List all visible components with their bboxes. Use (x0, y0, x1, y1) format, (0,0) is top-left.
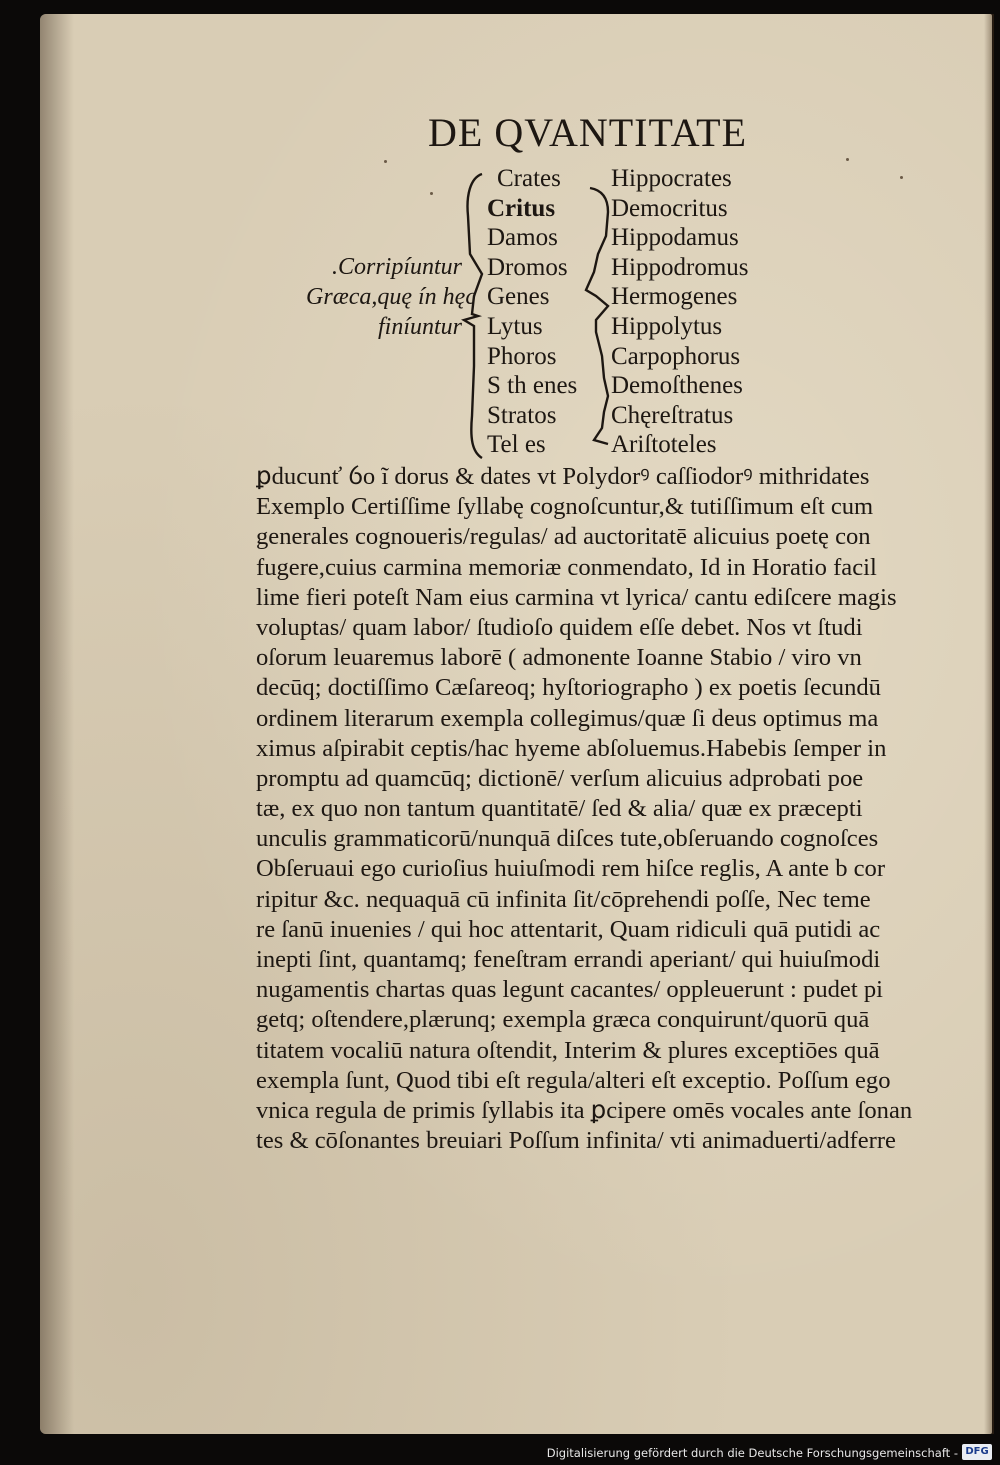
page-heading: DE QVANTITATE (428, 110, 748, 155)
ink-speck (900, 176, 903, 179)
ink-speck (430, 192, 433, 195)
name-item: Hippolytus (611, 312, 723, 340)
text-line: exempla ſunt, Quod tibi eſt regula/alteri eſt exceptio. Poſſum ego (256, 1066, 891, 1094)
name-item: Demoſthenes (611, 372, 743, 400)
side-label-line-1: .Corripíuntur (331, 254, 462, 280)
greek-endings-column (487, 164, 577, 460)
name-item: Chęreſtratus (611, 401, 734, 429)
greek-names-column (611, 164, 749, 460)
text-line: ripitur &c. nequaquā cū infinita ſit/cōprehendi poſſe, Nec teme (256, 885, 871, 913)
ending-item: Dromos (487, 253, 568, 281)
ending-item: Phoros (487, 342, 557, 370)
text-line: fugere,cuius carmina memoriæ conmendato, Id in Horatio facil (256, 553, 877, 581)
text-line: voluptas/ quam labor/ ſtudioſo quidem eſſe debet. Nos vt ſtudi (256, 613, 863, 641)
text-line: titatem vocaliū natura oſtendit, Interim & plures exceptiōes quā (256, 1036, 880, 1064)
side-label-line-3: finíuntur (377, 314, 462, 340)
ink-speck (384, 160, 387, 163)
name-item: Democritus (611, 194, 728, 222)
text-line: oſorum leuaremus laborē ( admonente Ioanne Stabio / viro vn (256, 644, 862, 672)
ending-item: Genes (487, 283, 550, 311)
body-paragraph (256, 462, 964, 1156)
text-line: inepti ſint, quantamq; feneſtram errandi aperiant/ qui huiuſmodi (256, 946, 881, 973)
text-line: tæ, ex quo non tantum quantitatē/ ſed & alia/ quæ ex præcepti (256, 795, 863, 823)
side-label-line-2: Græca,quę ín hęc (306, 284, 476, 310)
text-line: decūq; doctiſſimo Cæſareoq; hyſtoriographo ) ex poetis ſecundū (256, 674, 881, 702)
ending-item: Critus (487, 194, 556, 222)
name-item: Hermogenes (611, 283, 738, 311)
text-line: ordinem literarum exempla collegimus/quæ ſi deus optimus ma (256, 704, 879, 732)
name-item: Carpophorus (611, 342, 741, 370)
name-item: Hippodromus (611, 253, 749, 281)
name-item: Hippodamus (611, 224, 739, 252)
text-line: getq; oſtendere,plærunq; exempla græca conquirunt/quorū quā (256, 1006, 870, 1034)
left-curly-brace (452, 166, 492, 466)
ending-item: Crates (497, 165, 561, 192)
footer-bar (0, 1434, 1000, 1465)
funding-credit: Digitalisierung gefördert durch die Deutsche Forschungsgemeinschaft - (546, 1446, 958, 1460)
page-edge (984, 14, 994, 1434)
text-line: nugamentis chartas quas legunt cacantes/ oppleuerunt : pudet pi (256, 976, 883, 1004)
ending-item: Lytus (487, 312, 543, 340)
text-line: ximus aſpirabit ceptis/hac hyeme abſoluemus.Habebis ſemper in (256, 734, 887, 762)
text-line: vnica regula de primis ſyllabis ita ꝑcipere omēs vocales ante ſonan (256, 1096, 913, 1124)
ending-item: S th enes (487, 372, 578, 400)
text-line: unculis grammaticorū/nunquā diſces tute,obſeruando cognoſces (256, 825, 879, 853)
name-item: Hippocrates (611, 165, 732, 192)
dfg-logo[interactable]: DFG (962, 1444, 992, 1460)
ending-item: Stratos (487, 401, 557, 429)
text-line: ꝑducunť ỽo ĩ dorus & dates vt Polydorꝰ caſſiodorꝰ mithridates (256, 463, 870, 490)
ending-item: Damos (487, 224, 558, 252)
text-line: generales cognoueris/regulas/ ad auctoritatē alicuius poetę con (256, 523, 871, 551)
ending-item: Tel es (487, 431, 546, 459)
text-line: tes & cōſonantes breuiari Poſſum infinita/ vti animaduerti/adferre (256, 1127, 896, 1155)
text-line: re ſanū inuenies / qui hoc attentarit, Quam ridiculi quā putidi ac (256, 915, 881, 943)
text-line: Exemplo Certiſſime ſyllabę cognoſcuntur,& tutiſſimum eſt cum (256, 493, 874, 521)
page-gutter-shadow (40, 14, 74, 1434)
text-line: lime fieri poteſt Nam eius carmina vt lyrica/ cantu ediſcere magis (256, 583, 897, 611)
ink-speck (846, 158, 849, 161)
name-item: Ariſtoteles (611, 431, 717, 459)
text-line: Obſeruaui ego curioſius huiuſmodi rem hiſce reglis, A ante b cor (256, 855, 886, 883)
text-line: promptu ad quamcūq; dictionē/ verſum alicuius adprobati poe (256, 764, 864, 792)
